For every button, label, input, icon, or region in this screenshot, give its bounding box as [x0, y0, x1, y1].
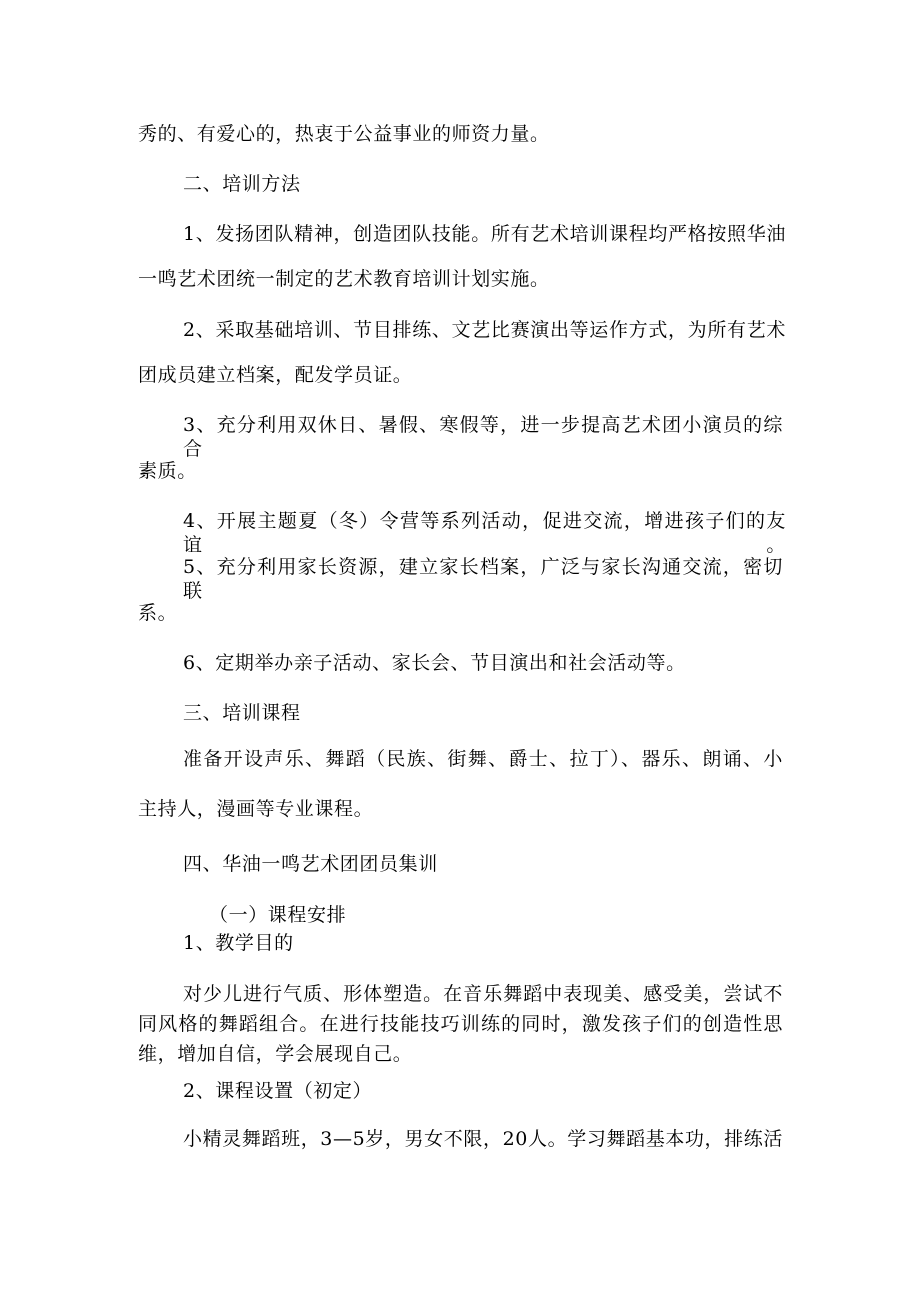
- paragraph-line: 团成员建立档案，配发学员证。: [138, 364, 413, 386]
- paragraph-line: 系。: [138, 602, 178, 624]
- paragraph-line: 一鸣艺术团统一制定的艺术教育培训计划实施。: [138, 268, 550, 290]
- subsection-heading: （一）课程安排: [209, 904, 347, 926]
- paragraph-line: 5、充分利用家长资源，建立家长档案，广泛与家长沟通交流，密切联: [183, 556, 783, 602]
- paragraph-line: 3、充分利用双休日、暑假、寒假等，进一步提高艺术团小演员的综合: [183, 414, 783, 460]
- paragraph-line: 2、采取基础培训、节目排练、文艺比赛演出等运作方式，为所有艺术: [183, 319, 786, 341]
- section-heading: 三、培训课程: [183, 702, 301, 724]
- paragraph-line: 小精灵舞蹈班，3—5岁，男女不限，20人。学习舞蹈基本功，排练活: [183, 1128, 783, 1150]
- paragraph-line: 4、开展主题夏（冬）令营等系列活动，促进交流，增进孩子们的友谊。: [183, 510, 786, 556]
- paragraph-line: 主持人，漫画等专业课程。: [138, 798, 374, 820]
- paragraph-line: 秀的、有爱心的，热衷于公益事业的师资力量。: [138, 123, 550, 145]
- paragraph-line: 同风格的舞蹈组合。在进行技能技巧训练的同时，激发孩子们的创造性思: [138, 1013, 783, 1035]
- paragraph-line: 1、发扬团队精神，创造团队技能。所有艺术培训课程均严格按照华油: [183, 223, 786, 245]
- section-heading: 二、培训方法: [183, 173, 301, 195]
- paragraph-line: 对少儿进行气质、形体塑造。在音乐舞蹈中表现美、感受美，尝试不: [183, 983, 783, 1005]
- paragraph-line: 素质。: [138, 460, 197, 482]
- subsection-heading: 1、教学目的: [183, 932, 294, 954]
- subsection-heading: 2、课程设置（初定）: [183, 1080, 373, 1102]
- paragraph-line: 准备开设声乐、舞蹈（民族、街舞、爵士、拉丁）、器乐、朗诵、小: [183, 748, 783, 770]
- paragraph-line: 6、定期举办亲子活动、家长会、节目演出和社会活动等。: [183, 652, 686, 674]
- section-heading: 四、华油一鸣艺术团团员集训: [183, 853, 438, 875]
- paragraph-line: 维，增加自信，学会展现自己。: [138, 1043, 413, 1065]
